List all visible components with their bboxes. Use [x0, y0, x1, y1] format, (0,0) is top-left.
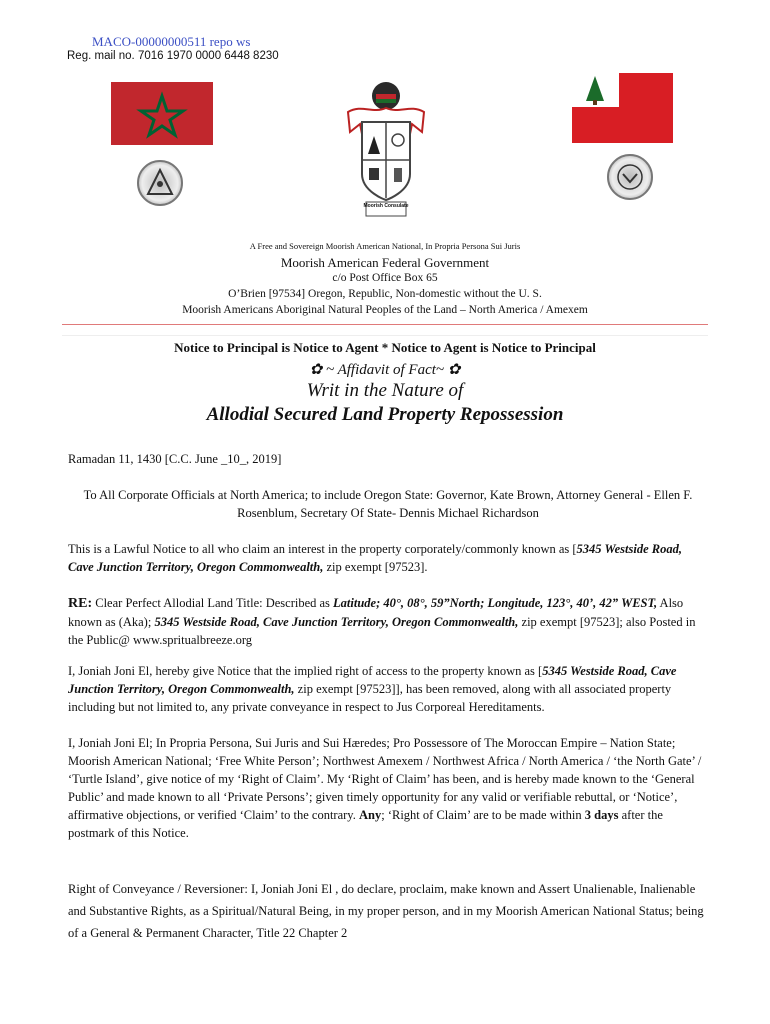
crest-banner-text: Moorish Consulate	[363, 203, 409, 209]
date-line: Ramadan 11, 1430 [C.C. June _10_, 2019]	[68, 452, 282, 466]
header-divider-light	[62, 335, 708, 336]
great-seal-icon	[607, 154, 653, 200]
lawful-notice-paragraph: This is a Lawful Notice to all who claim an interest in the property corporately/commonly known as [5345 Westside Road, Cave Junction Territory, Oregon Commonwealth, zip exempt [97523].	[68, 542, 682, 574]
peoples-statement: Moorish Americans Aboriginal Natural Peoples of the Land – North America / Amexem	[182, 304, 588, 316]
notice-heading: Notice to Principal is Notice to Agent * Notice to Agent is Notice to Principal	[174, 340, 596, 355]
right-of-conveyance-paragraph: Right of Conveyance / Reversioner: I, Joniah Joni El , do declare, proclaim, make known and Assert Unalienable, Inalienable and Substantive Rights, as a Spiritual/Natural Being, in my proper person, and in my Moorish American National Status; being of a General & Permanent Character, Title 22 Chapter 2	[68, 882, 704, 940]
right-of-claim-paragraph: I, Joniah Joni El; In Propria Persona, Sui Juris and Sui Hæredes; Pro Possessore of The Moroccan Empire – Nation State; Moorish American National; ‘Free White Person’; Northwest Amexem / Northwest Africa / North America / ‘the North Gate’ / ‘Turtle Island’, give notice of my ‘Right of Claim’. My ‘Right of Claim’ has been, and is hereby made known to the ‘General Public’ and made known to all ‘Private Persons’; given timely opportunity for any valid or verifiable rebuttal, or ‘Notice’, affirmative objections, or verified ‘Claim’ to the contrary. Any; ‘Right of Claim’ are to be made within 3 days after the postmark of this Notice.	[68, 736, 702, 840]
po-box: c/o Post Office Box 65	[332, 272, 438, 284]
new-england-flag-icon	[572, 73, 673, 143]
affidavit-text: ~ Affidavit of Fact~	[325, 362, 445, 378]
addressee-paragraph: To All Corporate Officials at North America; to include Oregon State: Governor, Kate Brown, Attorney General - Ellen F. Rosenblum, Secretary Of State- Dennis Michael Richardson	[83, 488, 693, 520]
all-seeing-eye-seal-icon	[137, 160, 183, 206]
city-state: O’Brien [97534] Oregon, Republic, Non-domestic without the U. S.	[228, 288, 542, 300]
coat-of-arms-icon	[342, 74, 430, 219]
registered-mail-number: Reg. mail no. 7016 1970 0000 6448 8230	[67, 50, 279, 62]
affidavit-heading	[0, 360, 770, 379]
header-divider	[62, 324, 708, 325]
ornament-left-icon: ✿	[309, 362, 323, 378]
sovereign-statement: A Free and Sovereign Moorish American National, In Propria Persona Sui Juris	[249, 241, 521, 251]
morocco-flag-icon	[111, 82, 213, 145]
government-name: Moorish American Federal Government	[280, 255, 490, 270]
writ-heading: Writ in the Nature of	[306, 380, 464, 401]
notice-of-access-paragraph: I, Joniah Joni El, hereby give Notice that the implied right of access to the property known as [5345 Westside Road, Cave Junction Territory, Oregon Commonwealth, zip exempt [97523]], has been removed, along with all associated property including but not limited to, any private conveyance in respect to Jus Corporeal Hereditaments.	[68, 664, 677, 714]
ornament-right-icon: ✿	[447, 362, 461, 378]
re-paragraph: RE: Clear Perfect Allodial Land Title: Described as Latitude; 40°, 08°, 59”North; Longitude, 123°, 40’, 42” WEST, Also known as (Aka); 5345 Westside Road, Cave Junction Territory, Oregon Commonwealth, zip exempt [97523]; also Posted in the Public@ www.spritualbreeze.org	[68, 596, 696, 647]
document-title: Allodial Secured Land Property Repossession	[206, 404, 564, 425]
document-id: MACO-00000000511 repo ws	[92, 34, 251, 49]
